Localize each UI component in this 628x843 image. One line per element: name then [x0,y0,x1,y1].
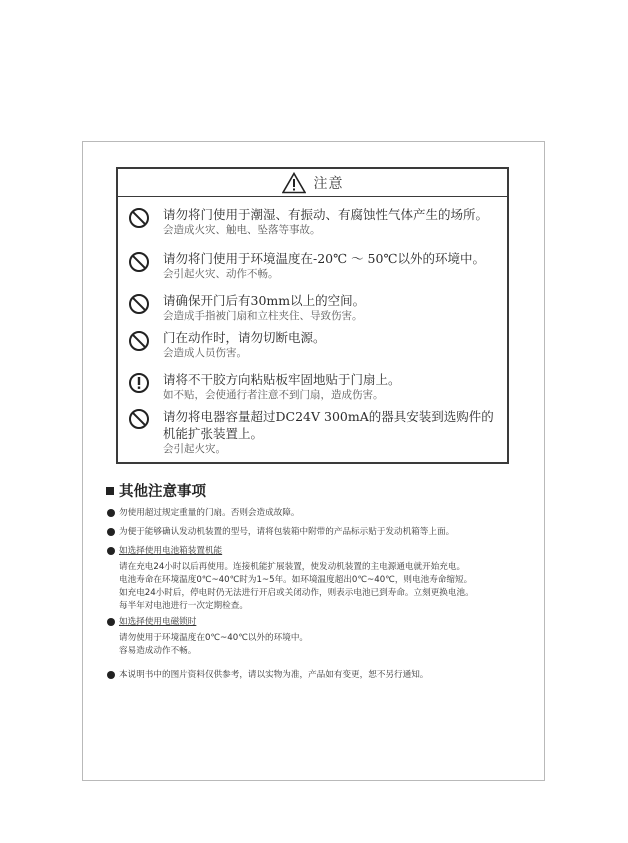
bullet-dot-icon [107,671,115,679]
caution-item-sub: 会造成人员伤害。 [163,347,247,359]
note-item [107,616,308,658]
note-subheading: 如选择使用电池箱装置机能 [119,546,223,556]
other-notes-heading-text: 其他注意事项 [119,484,206,500]
caution-item-sub: 会引起火灾、动作不畅。 [163,268,279,280]
square-bullet-icon [106,487,114,495]
note-detail-line: 如充电24小时后，停电时仍无法进行开启或关闭动作，则表示电池已到寿命。立刻更换电池。 [119,588,474,598]
caution-item [128,372,501,402]
note-detail-line: 容易造成动作不畅。 [119,646,197,656]
note-item [107,669,428,682]
prohibition-icon [128,408,150,430]
caution-item-main: 门在动作时，请勿切断电源。 [163,330,326,345]
caution-item-sub: 会造成火灾、触电、坠落等事故。 [163,224,321,236]
caution-item-sub: 会造成手指被门扇和立柱夹住、导致伤害。 [163,310,363,322]
warning-triangle-icon [282,172,306,194]
caution-item-sub: 会引起火灾。 [163,443,226,455]
caution-header [118,169,507,197]
note-item [107,507,299,520]
bullet-dot-icon [107,509,115,517]
prohibition-icon [128,207,150,229]
mandatory-icon [128,372,150,394]
prohibition-icon [128,293,150,315]
note-text: 本说明书中的图片资料仅供参考，请以实物为准，产品如有变更，恕不另行通知。 [119,670,429,680]
note-detail-line: 每半年对电池进行一次定期检查。 [119,601,248,611]
caution-title: 注意 [313,175,344,192]
note-text: 勿使用超过规定重量的门扇。否则会造成故障。 [119,508,300,518]
prohibition-icon [128,251,150,273]
note-detail-line: 请在充电24小时以后再使用。连接机能扩展装置，使发动机装置的主电源通电就开始充电。 [119,562,466,572]
note-item [107,526,454,539]
caution-item [128,207,501,237]
bullet-dot-icon [107,547,115,555]
caution-item-main: 请确保开门后有30mm以上的空间。 [163,293,366,308]
caution-item-sub: 如不贴，会使通行者注意不到门扇，造成伤害。 [163,389,384,401]
other-notes-heading [106,480,206,501]
caution-item [128,330,501,360]
note-detail-line: 电池寿命在环境温度0℃~40℃时为1~5年。如环境温度超出0℃~40℃，则电池寿命缩短。 [119,575,473,585]
bullet-dot-icon [107,528,115,536]
caution-item-main: 请勿将门使用于潮湿、有振动、有腐蚀性气体产生的场所。 [163,207,489,222]
note-subheading: 如选择使用电磁锁时 [119,617,197,627]
caution-item [128,293,501,323]
note-item [107,545,474,613]
caution-item-main: 请勿将电器容量超过DC24V 300mA的器具安装到选购件的机能扩张装置上。 [163,409,494,441]
prohibition-icon [128,330,150,352]
note-detail-line: 请勿使用于环境温度在0℃~40℃以外的环境中。 [119,633,309,643]
caution-item-main: 请将不干胶方向粘贴板牢固地贴于门扇上。 [163,372,401,387]
bullet-dot-icon [107,618,115,626]
caution-box [116,167,509,464]
caution-item [128,251,501,281]
note-text: 为便于能够确认发动机装置的型号，请将包装箱中附带的产品标示贴于发动机箱等上面。 [119,527,455,537]
caution-item [128,408,501,456]
caution-item-main: 请勿将门使用于环境温度在-20℃ ～ 50℃以外的环境中。 [163,251,485,266]
